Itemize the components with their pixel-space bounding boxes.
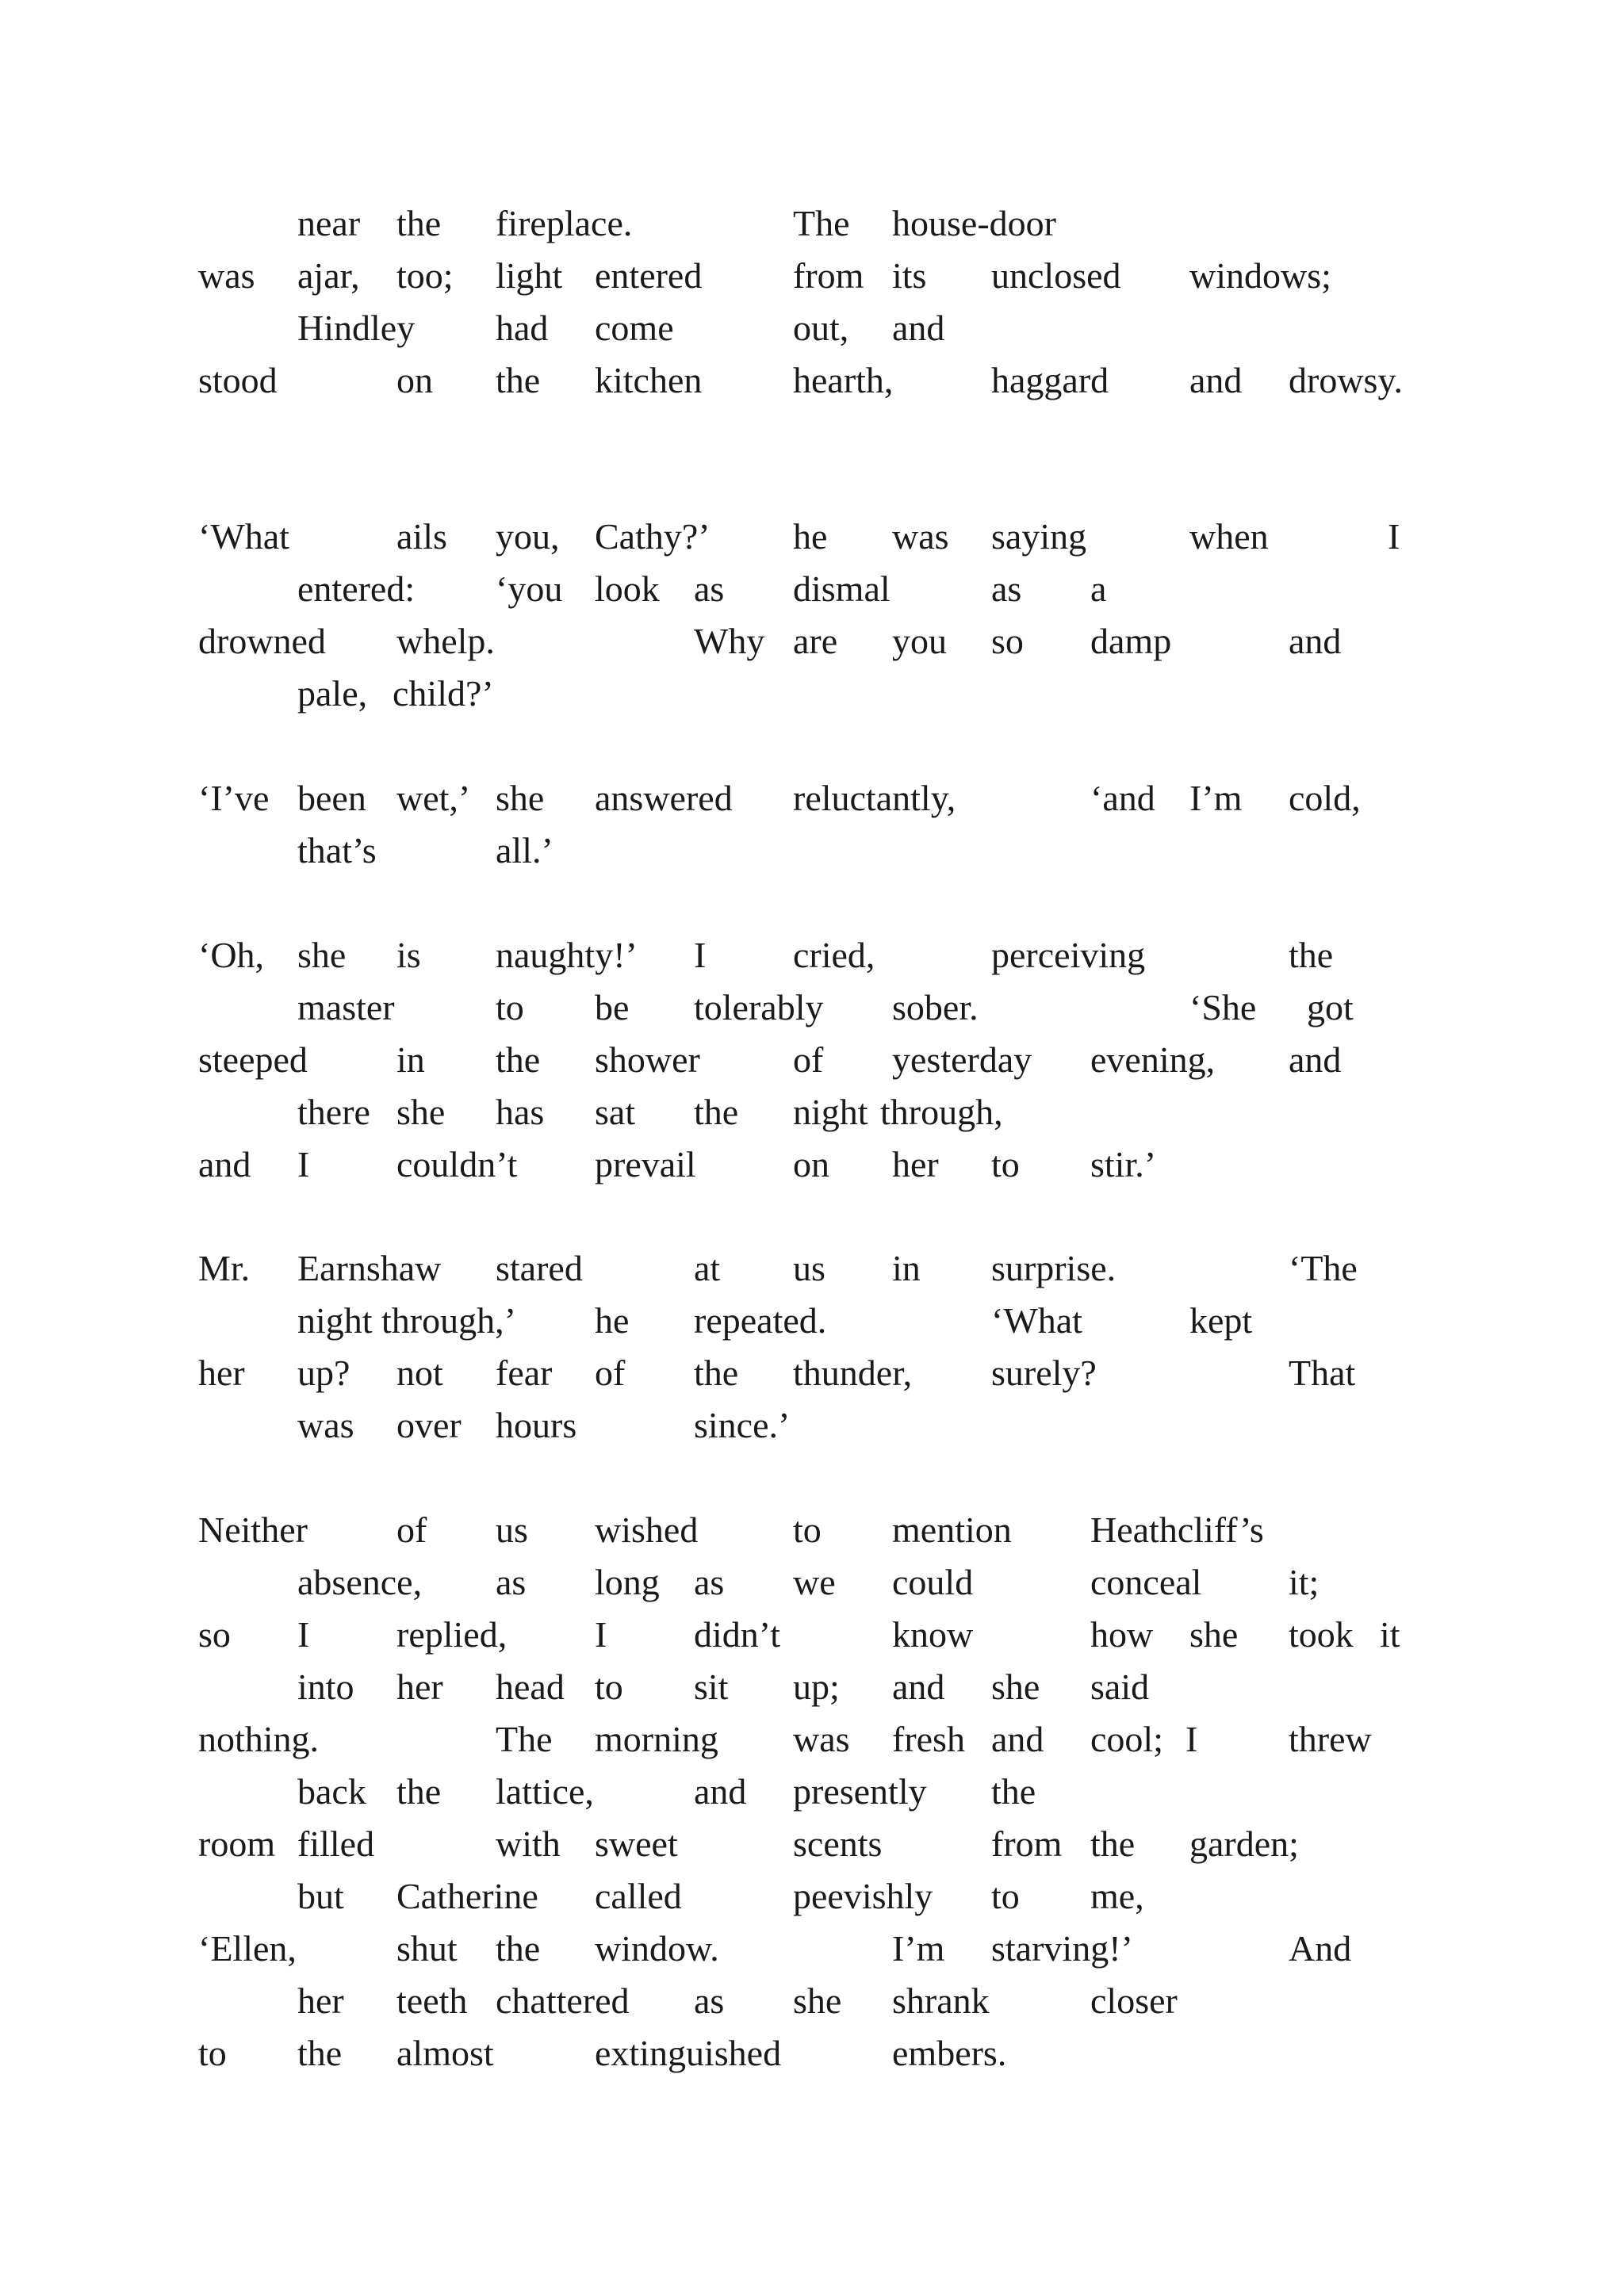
word: perceiving — [991, 935, 1146, 975]
word: Mr. — [198, 1248, 251, 1288]
word: house-door — [892, 203, 1056, 243]
word: sit — [694, 1667, 729, 1707]
word: cool; — [1090, 1719, 1163, 1759]
word: so — [198, 1614, 231, 1655]
word: ‘The — [1289, 1248, 1358, 1288]
word: to — [793, 1510, 822, 1550]
word: hearth, — [793, 360, 894, 400]
word: in — [892, 1248, 921, 1288]
word: The — [793, 203, 850, 243]
word: a — [1090, 568, 1107, 609]
word: kept — [1189, 1300, 1253, 1341]
word: embers. — [892, 2033, 1007, 2073]
word: the — [396, 203, 442, 243]
word: and — [1189, 360, 1243, 400]
word: as — [694, 1562, 725, 1602]
word: through,’ — [381, 1300, 516, 1341]
word: That — [1289, 1353, 1356, 1393]
word: up? — [297, 1353, 350, 1393]
word: she — [991, 1667, 1040, 1707]
word: her — [396, 1667, 443, 1707]
word: dismal — [793, 568, 891, 609]
word: and — [694, 1771, 747, 1812]
word: she — [396, 1092, 446, 1132]
word: shut — [396, 1928, 458, 1969]
word: into — [297, 1667, 354, 1707]
word: could — [892, 1562, 974, 1602]
word: since.’ — [694, 1405, 791, 1445]
word: garden; — [1189, 1823, 1299, 1864]
word: didn’t — [694, 1614, 781, 1655]
word: cried, — [793, 935, 875, 975]
word: scents — [793, 1823, 883, 1864]
word: master — [297, 987, 395, 1027]
word: saying — [991, 516, 1087, 557]
word: starving!’ — [991, 1928, 1133, 1969]
word: hours — [496, 1405, 577, 1445]
word: and — [198, 1144, 251, 1184]
word: windows; — [1189, 255, 1331, 296]
word: has — [496, 1092, 545, 1132]
word: near — [297, 203, 361, 243]
word: to — [496, 987, 524, 1027]
word: how — [1090, 1614, 1154, 1655]
word: ‘you — [496, 568, 563, 609]
word: head — [496, 1667, 565, 1707]
word: be — [595, 987, 630, 1027]
word: I’m — [892, 1928, 945, 1969]
word: entered: — [297, 568, 416, 609]
word: she — [1189, 1614, 1239, 1655]
word: and — [892, 1667, 945, 1707]
word: fireplace. — [496, 203, 633, 243]
word: but — [297, 1876, 344, 1916]
word: she — [496, 778, 545, 818]
word: yesterday — [892, 1039, 1032, 1080]
word: the — [396, 1771, 442, 1812]
word: couldn’t — [396, 1144, 518, 1184]
word: wet,’ — [396, 778, 471, 818]
word: ‘and — [1090, 778, 1155, 818]
word: Neither — [198, 1510, 308, 1550]
word: out, — [793, 308, 849, 348]
word: Earnshaw — [297, 1248, 442, 1288]
word: whelp. — [396, 621, 495, 661]
word: haggard — [991, 360, 1109, 400]
word: you — [892, 621, 947, 661]
word: she — [297, 935, 347, 975]
word: replied, — [396, 1614, 508, 1655]
word: long — [595, 1562, 660, 1602]
word: her — [892, 1144, 939, 1184]
word: the — [694, 1353, 739, 1393]
word: was — [793, 1719, 850, 1759]
word: cold, — [1289, 778, 1361, 818]
word: I — [694, 935, 707, 975]
word: the — [991, 1771, 1036, 1812]
word: the — [496, 1928, 541, 1969]
word: and — [1289, 621, 1342, 661]
word: as — [694, 568, 725, 609]
word: know — [892, 1614, 974, 1655]
word: to — [991, 1876, 1020, 1916]
word: the — [1090, 1823, 1136, 1864]
word: sat — [595, 1092, 636, 1132]
word: I — [1388, 516, 1400, 557]
word: threw — [1289, 1719, 1372, 1759]
word: Cathy?’ — [595, 516, 710, 557]
word: stared — [496, 1248, 583, 1288]
word: got — [1307, 987, 1354, 1027]
word: as — [991, 568, 1022, 609]
word: kitchen — [595, 360, 703, 400]
word: when — [1189, 516, 1269, 557]
word: mention — [892, 1510, 1012, 1550]
word: surely? — [991, 1353, 1097, 1393]
word: nothing. — [198, 1719, 320, 1759]
word: almost — [396, 2033, 494, 2073]
word: evening, — [1090, 1039, 1216, 1080]
word: with — [496, 1823, 561, 1864]
word: its — [892, 255, 927, 296]
word: her — [198, 1353, 245, 1393]
word: come — [595, 308, 674, 348]
word: he — [793, 516, 828, 557]
word: there — [297, 1092, 370, 1132]
word: she — [793, 1980, 842, 2021]
word: of — [595, 1353, 626, 1393]
word: Hindley — [297, 308, 416, 348]
word: so — [991, 621, 1024, 661]
word: thunder, — [793, 1353, 913, 1393]
word: drowned — [198, 621, 326, 661]
word: ajar, — [297, 255, 360, 296]
word: over — [396, 1405, 462, 1445]
word: The — [496, 1719, 553, 1759]
word: and — [991, 1719, 1044, 1759]
word: naughty!’ — [496, 935, 638, 975]
word: the — [297, 2033, 343, 2073]
word: damp — [1090, 621, 1172, 661]
word: called — [595, 1876, 682, 1916]
word: I — [297, 1144, 310, 1184]
word: it — [1380, 1614, 1400, 1655]
word: prevail — [595, 1144, 696, 1184]
word: of — [396, 1510, 427, 1550]
word: took — [1289, 1614, 1354, 1655]
word: not — [396, 1353, 443, 1393]
word: Catherine — [396, 1876, 538, 1916]
word: shower — [595, 1039, 700, 1080]
word: absence, — [297, 1562, 423, 1602]
word: window. — [595, 1928, 719, 1969]
word: was — [297, 1405, 354, 1445]
word: And — [1289, 1928, 1352, 1969]
word: ‘What — [991, 1300, 1082, 1341]
word: fresh — [892, 1719, 965, 1759]
word: is — [396, 935, 421, 975]
word: the — [1289, 935, 1334, 975]
word: light — [496, 255, 563, 296]
word: entered — [595, 255, 703, 296]
word: I’m — [1189, 778, 1243, 818]
word: in — [396, 1039, 425, 1080]
word: fear — [496, 1353, 553, 1393]
word: you, — [496, 516, 560, 557]
word: wished — [595, 1510, 699, 1550]
word: pale, — [297, 673, 368, 714]
word: stood — [198, 360, 278, 400]
word: we — [793, 1562, 836, 1602]
word: are — [793, 621, 838, 661]
word: extinguished — [595, 2033, 782, 2073]
word: too; — [396, 255, 454, 296]
word: unclosed — [991, 255, 1121, 296]
word: us — [496, 1510, 528, 1550]
word: as — [496, 1562, 527, 1602]
word: closer — [1090, 1980, 1178, 2021]
word: through, — [880, 1092, 1003, 1132]
word: look — [595, 568, 660, 609]
word: of — [793, 1039, 824, 1080]
word: that’s — [297, 830, 377, 871]
word: child?’ — [393, 673, 494, 714]
word: night — [793, 1092, 868, 1132]
word: steeped — [198, 1039, 308, 1080]
word: the — [496, 360, 541, 400]
word: said — [1090, 1667, 1150, 1707]
word: from — [793, 255, 864, 296]
word: repeated. — [694, 1300, 827, 1341]
word: to — [198, 2033, 227, 2073]
word: morning — [595, 1719, 718, 1759]
word: was — [198, 255, 255, 296]
word: filled — [297, 1823, 375, 1864]
word: answered — [595, 778, 733, 818]
word: night — [297, 1300, 373, 1341]
word: at — [694, 1248, 721, 1288]
word: to — [595, 1667, 623, 1707]
word: drowsy. — [1289, 360, 1403, 400]
word: chattered — [496, 1980, 630, 2021]
word: shrank — [892, 1980, 990, 2021]
word: from — [991, 1823, 1063, 1864]
word: up; — [793, 1667, 840, 1707]
word: and — [1289, 1039, 1342, 1080]
word: her — [297, 1980, 344, 2021]
word: had — [496, 308, 549, 348]
word: all.’ — [496, 830, 553, 871]
word: on — [793, 1144, 829, 1184]
word: I — [297, 1614, 310, 1655]
word: Heathcliff’s — [1090, 1510, 1264, 1550]
word: surprise. — [991, 1248, 1116, 1288]
word: the — [694, 1092, 739, 1132]
word: the — [496, 1039, 541, 1080]
word: reluctantly, — [793, 778, 956, 818]
word: been — [297, 778, 366, 818]
word: conceal — [1090, 1562, 1202, 1602]
word: as — [694, 1980, 725, 2021]
word: ‘Oh, — [198, 935, 265, 975]
word: stir.’ — [1090, 1144, 1157, 1184]
word: back — [297, 1771, 366, 1812]
word: me, — [1090, 1876, 1144, 1916]
word: Why — [694, 621, 765, 661]
word: us — [793, 1248, 825, 1288]
word: tolerably — [694, 987, 824, 1027]
word: ails — [396, 516, 447, 557]
word: on — [396, 360, 433, 400]
word: he — [595, 1300, 630, 1341]
word: sweet — [595, 1823, 678, 1864]
word: I — [595, 1614, 607, 1655]
word: peevishly — [793, 1876, 933, 1916]
word: ‘I’ve — [198, 778, 270, 818]
word: presently — [793, 1771, 927, 1812]
word: teeth — [396, 1980, 468, 2021]
word: room — [198, 1823, 276, 1864]
word: sober. — [892, 987, 979, 1027]
word: and — [892, 308, 945, 348]
word: it; — [1289, 1562, 1320, 1602]
word: ‘What — [198, 516, 289, 557]
word: I — [1185, 1719, 1198, 1759]
word: was — [892, 516, 949, 557]
word: lattice, — [496, 1771, 594, 1812]
word: ‘She — [1189, 987, 1257, 1027]
word: ‘Ellen, — [198, 1928, 297, 1969]
word: to — [991, 1144, 1020, 1184]
